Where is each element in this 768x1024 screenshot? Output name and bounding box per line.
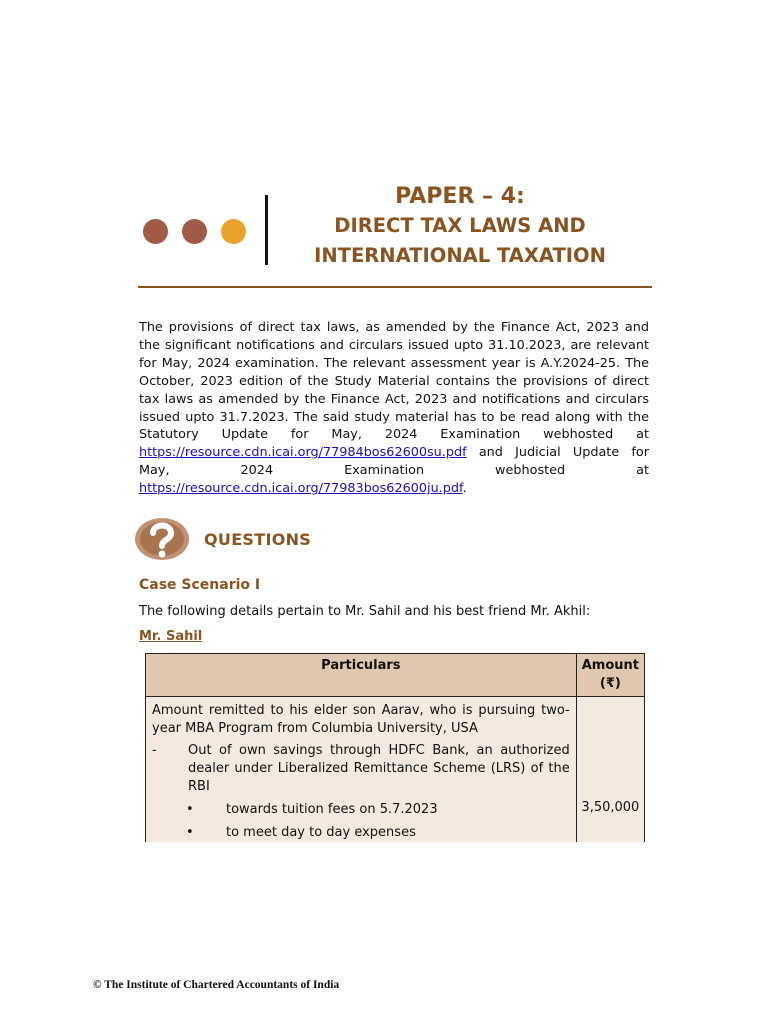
- intro-text: The provisions of direct tax laws, as amended by the Finance Act, 2023 and the significant notifications and circulars issued upto 31.10.2023, are relevant for May, 2024 examination. The relevant assessment year is A.Y.2024-25. The October, 2023 edition of the Study Material contains the provisions of direct tax laws as amended by the Finance Act, 2023 and notifications and circulars issued upto 31.7.2023. The said study material has to be read along with the Statutory Update for May, 2024 Examination webhosted at: [139, 320, 649, 443]
- intro-middle: and Judicial Update for May, 2024 Examination webhosted at: [139, 445, 649, 479]
- dot-2: [182, 219, 207, 244]
- statutory-update-link[interactable]: https://resource.cdn.icai.org/77984bos62600su.pdf: [139, 445, 467, 461]
- questions-heading: QUESTIONS: [204, 530, 312, 549]
- intro-paragraph: [139, 319, 649, 498]
- bullet-text-expenses: to meet day to day expenses: [226, 825, 416, 840]
- intro-end: .: [462, 481, 467, 497]
- dot-1: [143, 219, 168, 244]
- bullet-marker-wrap: [146, 801, 226, 819]
- table-header-row: [146, 654, 645, 697]
- dot-3: [221, 219, 246, 244]
- case-scenario-title: Case Scenario I: [139, 577, 261, 593]
- col-particulars: [146, 654, 577, 697]
- amount-tuition: 3,50,000: [581, 800, 640, 815]
- list-item: [146, 796, 576, 819]
- page-title: [270, 183, 650, 271]
- bullet-text-tuition: towards tuition fees on 5.7.2023: [226, 802, 438, 817]
- copyright-footer: © The Institute of Chartered Accountants of India: [93, 979, 340, 991]
- judicial-update-link[interactable]: https://resource.cdn.icai.org/77983bos62600ju.pdf: [139, 481, 463, 497]
- amount-cell: [576, 697, 644, 843]
- bullet-marker-wrap: [146, 824, 226, 842]
- subject-line-1: DIRECT TAX LAWS AND: [334, 214, 586, 237]
- person-heading: Mr. Sahil: [139, 629, 203, 644]
- paper-number: PAPER – 4:: [395, 184, 525, 209]
- col-amount-label: Amount: [581, 658, 639, 673]
- list-item: [146, 819, 576, 842]
- particulars-cell: [146, 697, 577, 843]
- question-mark-icon: [134, 517, 190, 561]
- dash-marker: -: [152, 743, 157, 758]
- col-amount-unit: (₹): [599, 676, 621, 691]
- title-divider: [265, 195, 268, 265]
- col-particulars-label: Particulars: [321, 658, 401, 673]
- bullet-marker: •: [186, 825, 194, 840]
- table-row: [146, 697, 645, 843]
- row-description: Amount remitted to his elder son Aarav, who is pursuing two-year MBA Program from Columbia University, USA: [152, 703, 570, 736]
- dash-item: [146, 738, 576, 796]
- dash-item-text: Out of own savings through HDFC Bank, an authorized dealer under Liberalized Remittance Scheme (LRS) of the RBI: [188, 743, 570, 794]
- remittance-table: [145, 653, 645, 842]
- case-details: The following details pertain to Mr. Sahil and his best friend Mr. Akhil:: [139, 604, 591, 619]
- decorative-dots: [143, 219, 246, 244]
- subject-line-2: INTERNATIONAL TAXATION: [314, 244, 606, 267]
- col-amount: [576, 654, 644, 697]
- bullet-marker: •: [186, 802, 194, 817]
- header-rule: [138, 286, 652, 288]
